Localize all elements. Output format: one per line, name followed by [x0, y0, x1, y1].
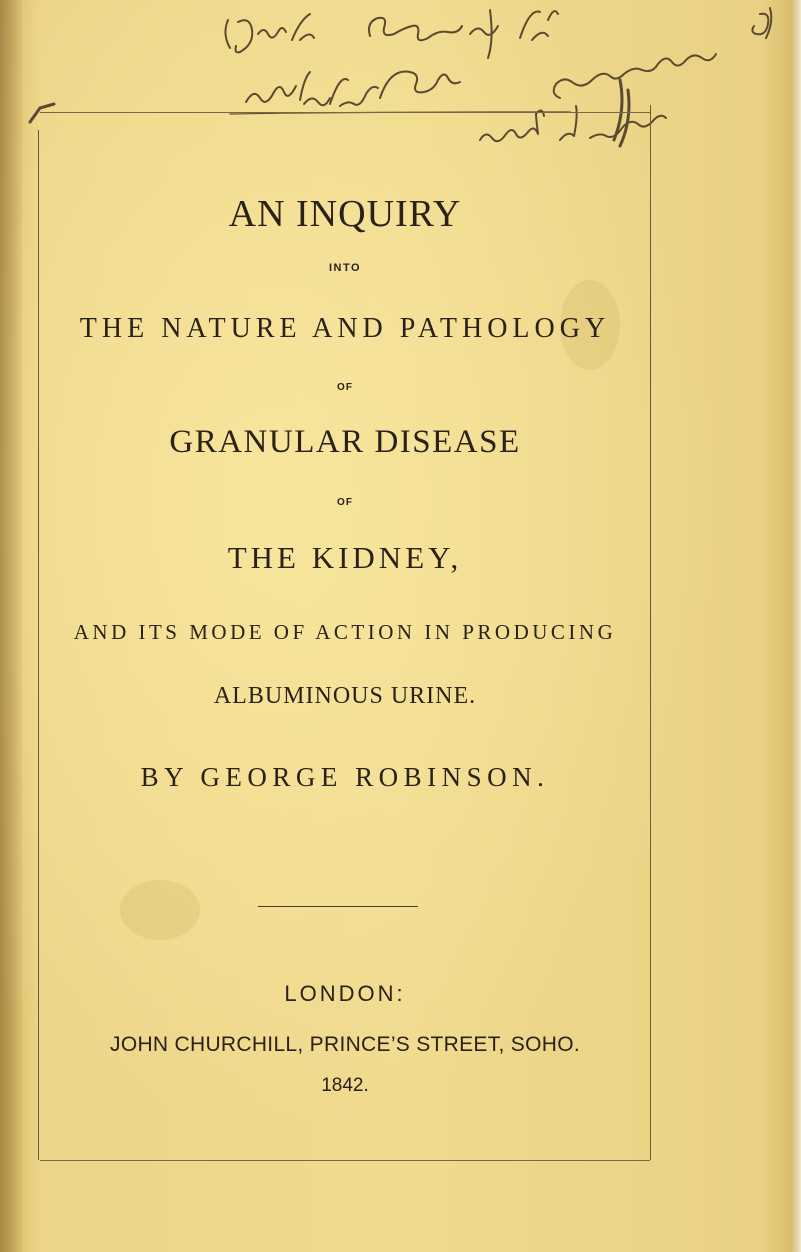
paper-stain — [120, 880, 200, 940]
binding-shadow — [0, 0, 22, 1252]
imprint-place: LONDON: — [284, 981, 406, 1006]
title-line-4: THE KIDNEY, — [227, 540, 463, 575]
author-line: BY GEORGE ROBINSON. — [140, 762, 550, 792]
title-line-6: ALBUMINOUS URINE. — [213, 683, 477, 709]
imprint-year: 1842. — [321, 1075, 369, 1096]
title-connector-of-1: OF — [337, 382, 353, 393]
separator-rule — [258, 906, 418, 907]
title-line-1: AN INQUIRY — [228, 193, 462, 235]
title-line-3: GRANULAR DISEASE — [169, 424, 521, 460]
title-line-5: AND ITS MODE OF ACTION IN PRODUCING — [73, 620, 617, 644]
title-line-2: THE NATURE AND PATHOLOGY — [79, 313, 611, 344]
page-edge — [791, 0, 801, 1252]
frame-top-rule — [40, 112, 650, 113]
frame-left-rule — [38, 130, 39, 1160]
handwritten-inscription — [0, 0, 801, 160]
title-connector-into: INTO — [328, 262, 362, 274]
frame-bottom-rule — [40, 1160, 650, 1161]
title-connector-of-2: OF — [337, 497, 353, 508]
imprint-publisher: JOHN CHURCHILL, PRINCE’S STREET, SOHO. — [110, 1033, 580, 1056]
frame-right-rule — [650, 105, 651, 1160]
